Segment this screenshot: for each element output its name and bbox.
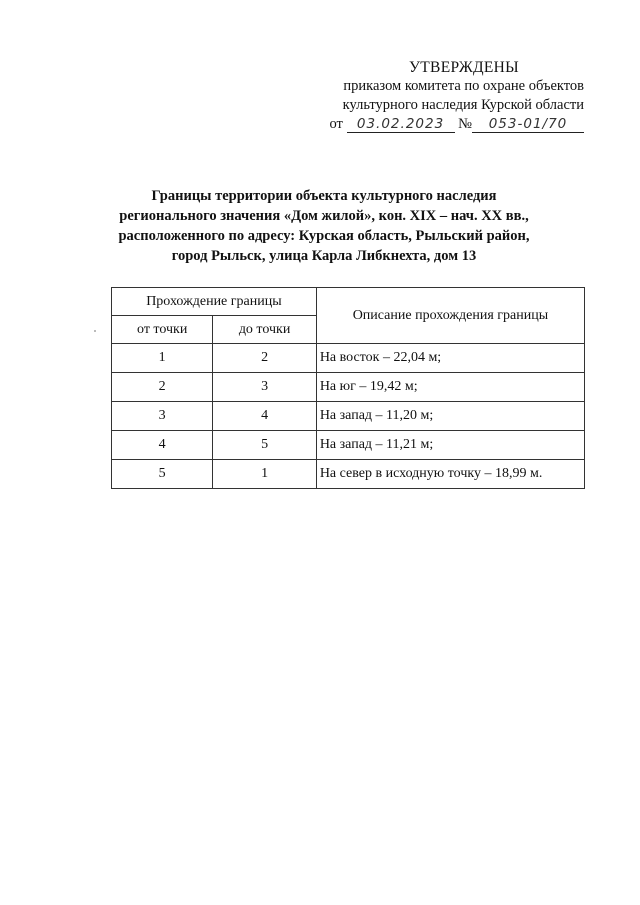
header-to-point: до точки [213,316,316,344]
header-from-point: от точки [112,316,213,344]
description-cell: На запад – 11,21 м; [316,431,584,460]
from-point-cell: 5 [112,460,213,489]
table-row [112,460,585,489]
to-point-cell: 4 [213,402,316,431]
header-description: Описание прохождения границы [316,288,584,344]
title-line-1: Границы территории объекта культурного наследия [151,188,497,204]
to-point-cell: 2 [213,344,316,373]
scan-speck [94,330,96,332]
title-line-4: город Рыльск, улица Карла Либкнехта, дом 13 [171,248,477,264]
description-cell: На север в исходную точку – 18,99 м. [316,460,584,489]
approval-line-1: приказом комитета по охране объектов [343,78,584,94]
header-boundary-passage: Прохождение границы [112,288,317,316]
approval-line-2: культурного наследия Курской области [342,97,584,113]
approval-block [314,58,584,134]
order-number: 053-01/70 [472,116,584,133]
description-cell: На юг – 19,42 м; [316,373,584,402]
description-cell: На запад – 11,20 м; [316,402,584,431]
approval-date-line [314,115,584,134]
boundary-table [111,287,585,489]
to-point-cell: 1 [213,460,316,489]
to-point-cell: 3 [213,373,316,402]
to-point-cell: 5 [213,431,316,460]
table-row [112,373,585,402]
date-prefix: от [329,116,343,132]
order-date: 03.02.2023 [347,116,455,133]
table-row [112,402,585,431]
from-point-cell: 1 [112,344,213,373]
description-cell: На восток – 22,04 м; [316,344,584,373]
from-point-cell: 2 [112,373,213,402]
from-point-cell: 4 [112,431,213,460]
from-point-cell: 3 [112,402,213,431]
approval-heading: УТВЕРЖДЕНЫ [409,59,519,76]
document-title [108,186,540,266]
title-line-2: регионального значения «Дом жилой», кон. XIX – нач. XX вв., [119,208,529,224]
title-line-3: расположенного по адресу: Курская область, Рыльский район, [118,228,530,244]
table-row [112,344,585,373]
table-row [112,431,585,460]
number-prefix: № [458,116,472,132]
